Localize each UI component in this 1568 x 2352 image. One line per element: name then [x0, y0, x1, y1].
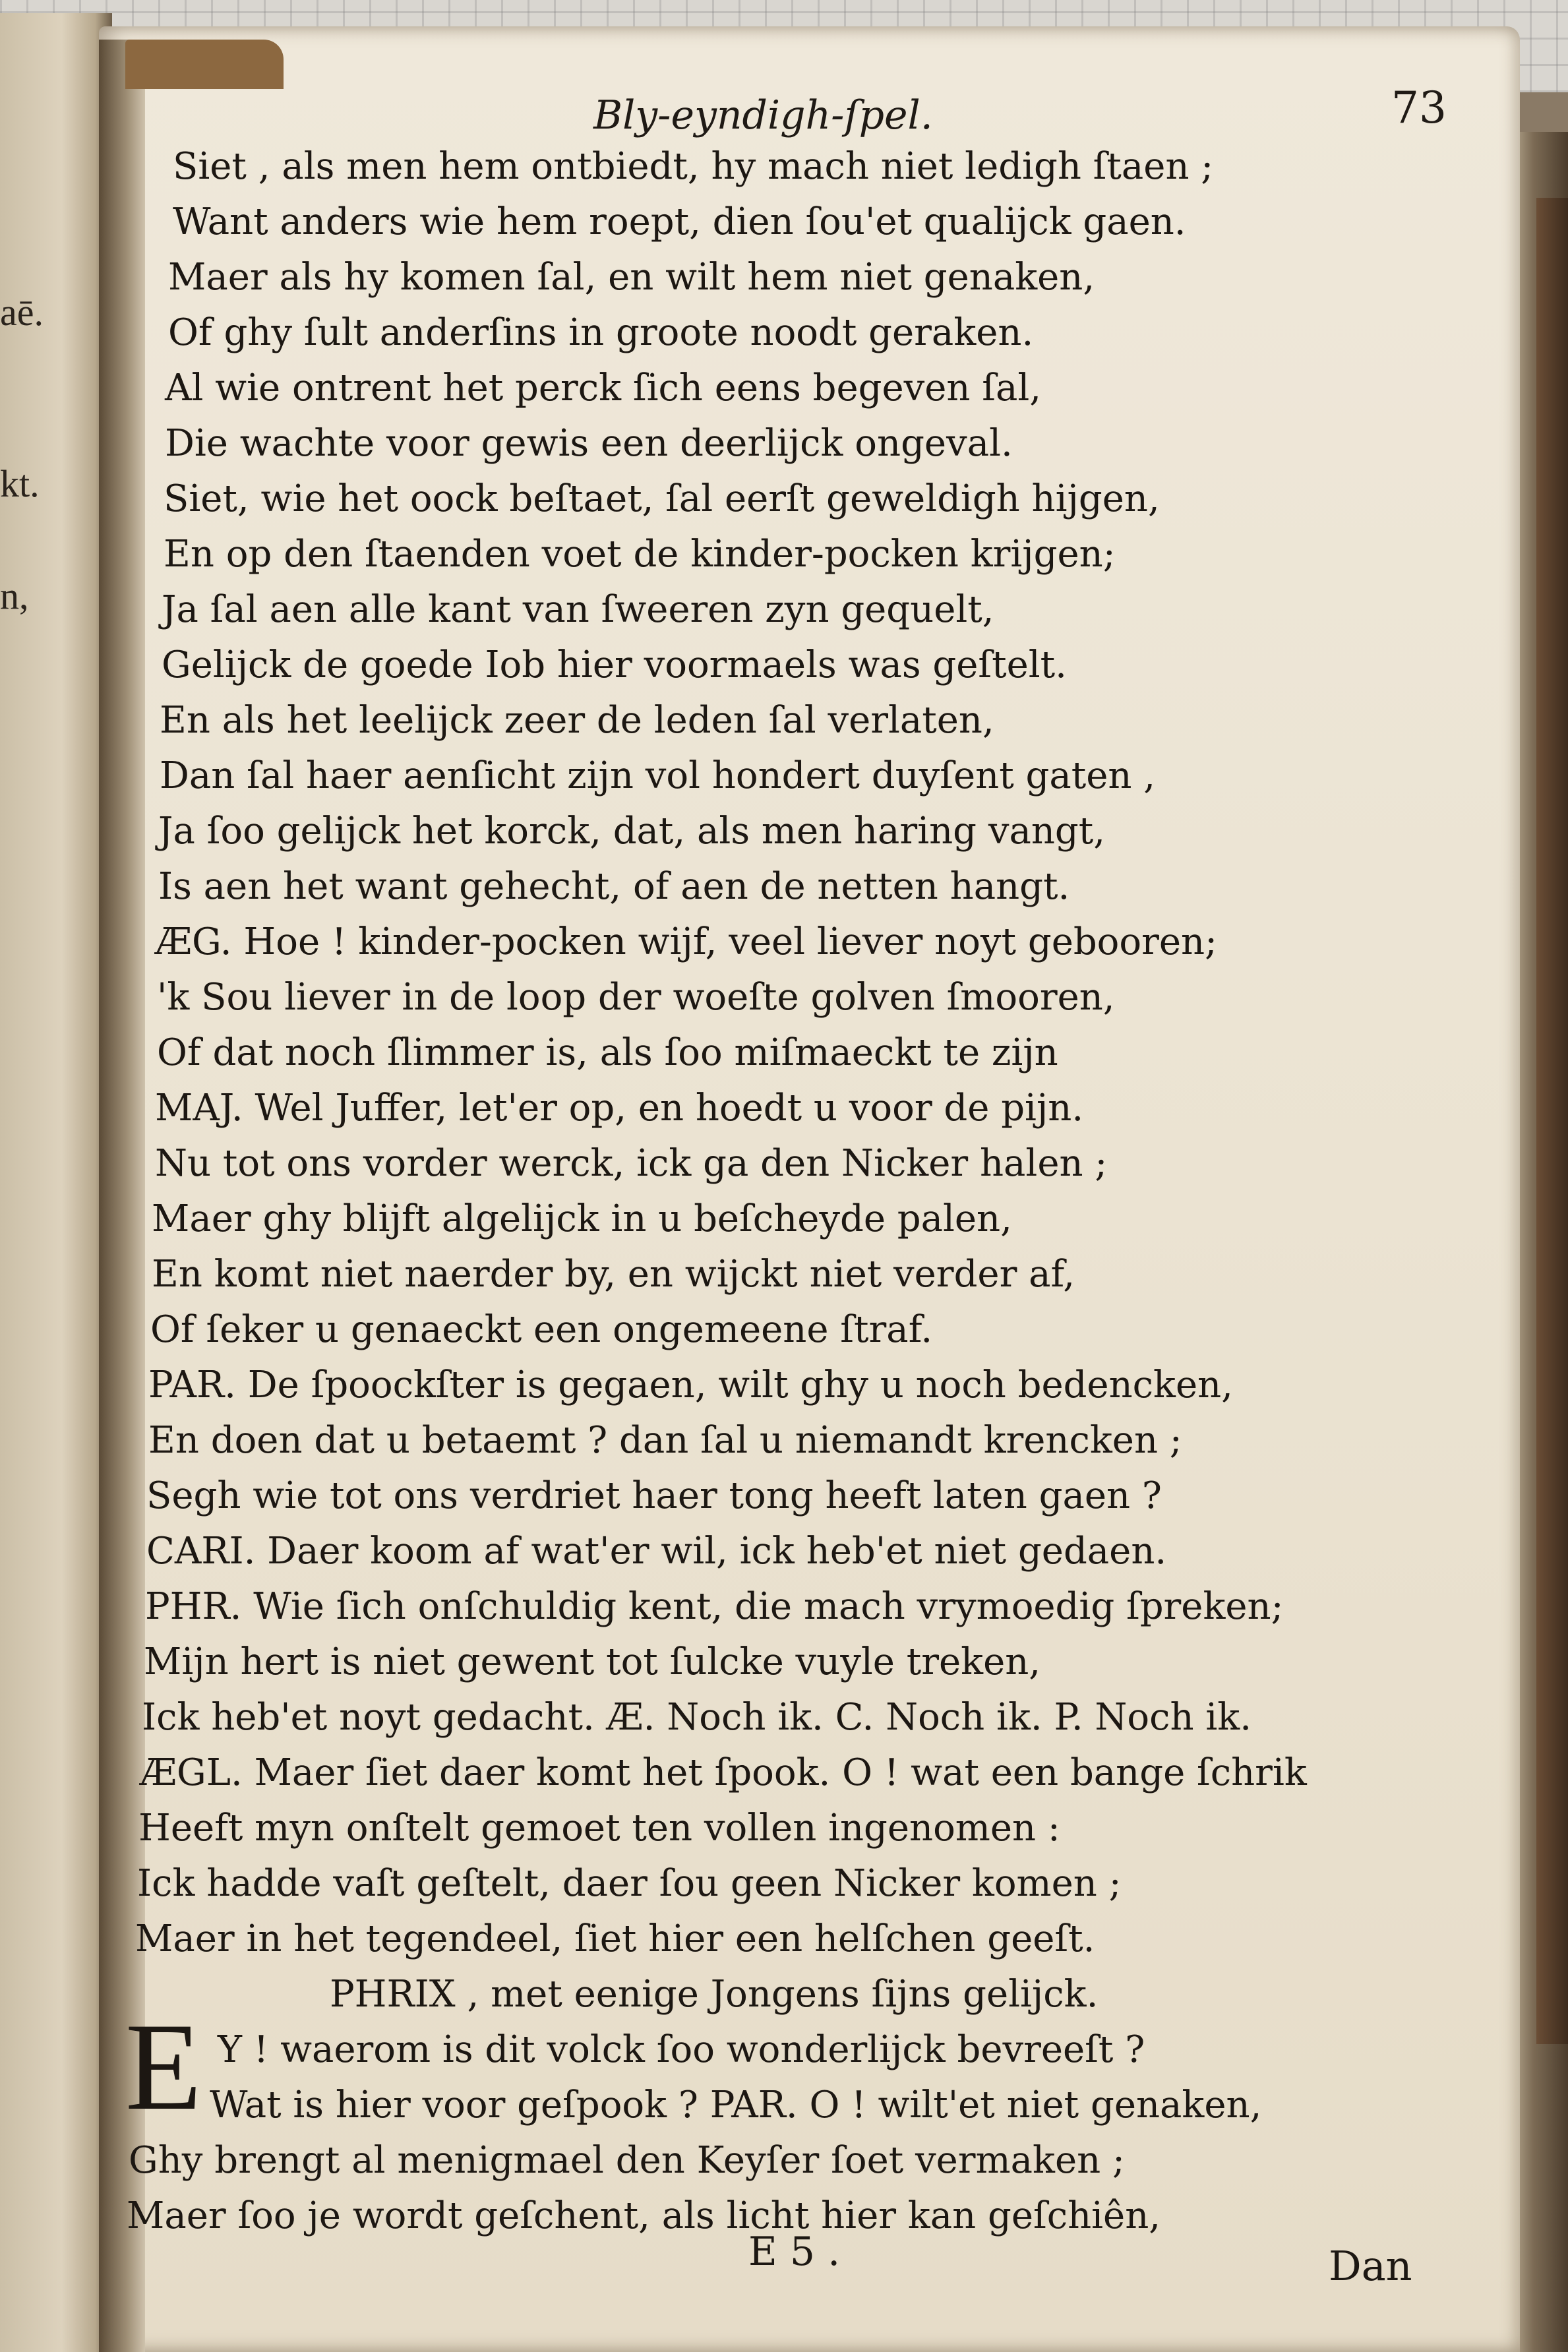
- drop-initial: E: [125, 1998, 202, 2136]
- verse-line: Maer als hy komen ſal, en wilt hem niet genaken,: [168, 256, 1095, 299]
- verse-line: Maer ſoo je wordt geſchent, als licht hier kan geſchiên,: [127, 2194, 1161, 2237]
- speaker-line: Wat is hier voor geſpook ? PAR. O ! wilt'et niet genaken,: [210, 2084, 1262, 2126]
- verse-line: Dan ſal haer aenſicht zijn vol hondert duyſent gaten ,: [160, 754, 1156, 797]
- verse-line: Al wie ontrent het perck ſich eens begeven ſal,: [165, 367, 1042, 409]
- verse-line: Want anders wie hem roept, dien ſou'et qualijck gaen.: [173, 200, 1186, 243]
- stage-direction: PHRIX , met eenige Jongens ſijns gelijck.: [330, 1973, 1099, 2016]
- speaker-line: PAR. De ſpoockſter is gegaen, wilt ghy u noch bedencken,: [148, 1364, 1233, 1406]
- running-head: Bly-eyndigh-ſpel.: [593, 92, 933, 138]
- speaker-line: PHR. Wie ſich onſchuldig kent, die mach vrymoedig ſpreken;: [145, 1585, 1284, 1628]
- verse-line: Of ſeker u genaeckt een ongemeene ſtraf.: [150, 1308, 933, 1351]
- verse-line: Of ghy ſult anderſins in groote noodt geraken.: [168, 311, 1034, 354]
- verse-line: En doen dat u betaemt ? dan ſal u niemandt krencken ;: [148, 1419, 1182, 1462]
- left-page-fragment: kt.: [0, 462, 40, 505]
- verse-line: En als het leelijck zeer de leden ſal verlaten,: [160, 699, 994, 742]
- verse-line: Y ! waerom is dit volck ſoo wonderlijck bevreeſt ?: [218, 2028, 1145, 2071]
- verse-line: Is aen het want gehecht, of aen de netten hangt.: [158, 865, 1070, 908]
- verse-line: Ja ſoo gelijck het korck, dat, als men haring vangt,: [158, 810, 1106, 853]
- verse-line: Nu tot ons vorder werck, ick ga den Nicker halen ;: [155, 1142, 1108, 1185]
- catchword: Dan: [1329, 2242, 1412, 2290]
- verse-line: 'k Sou liever in de loop der woeſte golven ſmooren,: [157, 976, 1115, 1019]
- page-number: 73: [1391, 82, 1447, 133]
- speaker-line: Ick heb'et noyt gedacht. Æ. Noch ik. C. Noch ik. P. Noch ik.: [142, 1696, 1252, 1739]
- signature-mark: E 5 .: [748, 2229, 841, 2275]
- verse-line: Maer ghy blijft algelijck in u beſcheyde palen,: [152, 1197, 1012, 1240]
- speaker-line: CARI. Daer koom af wat'er wil, ick heb'et niet gedaen.: [146, 1530, 1167, 1573]
- verse-line: Ick hadde vaſt geſtelt, daer ſou geen Nicker komen ;: [137, 1862, 1122, 1905]
- verse-line: Segh wie tot ons verdriet haer tong heeft laten gaen ?: [146, 1474, 1162, 1517]
- verse-line: Siet, wie het oock beſtaet, ſal eerſt geweldigh hijgen,: [164, 477, 1160, 520]
- verse-line: En op den ſtaenden voet de kinder-pocken krijgen;: [164, 533, 1116, 576]
- verse-line: Maer in het tegendeel, ſiet hier een helſchen geeſt.: [135, 1917, 1095, 1960]
- left-page-fragment: aē.: [0, 291, 44, 334]
- verse-line: En komt niet naerder by, en wijckt niet verder af,: [152, 1253, 1075, 1296]
- speaker-line: MAJ. Wel Juffer, let'er op, en hoedt u voor de pijn.: [155, 1087, 1084, 1130]
- verse-line: Die wachte voor gewis een deerlijck ongeval.: [165, 422, 1013, 465]
- speaker-line: ÆG. Hoe ! kinder-pocken wijf, veel liever noyt gebooren;: [155, 920, 1217, 963]
- verse-line: Heeft myn onſtelt gemoet ten vollen ingenomen :: [138, 1807, 1060, 1850]
- verse-line: Mijn hert is niet gewent tot ſulcke vuyle treken,: [144, 1641, 1041, 1683]
- speaker-line: ÆGL. Maer ſiet daer komt het ſpook. O ! wat een bange ſchrik: [140, 1751, 1307, 1794]
- verse-line: Ja ſal aen alle kant van ſweeren zyn gequelt,: [162, 588, 994, 631]
- left-page-fragment: n,: [0, 574, 29, 617]
- verse-line: Of dat noch ſlimmer is, als ſoo miſmaeckt te zijn: [157, 1031, 1058, 1074]
- verse-line: Gelijck de goede Iob hier voormaels was geſtelt.: [162, 644, 1067, 686]
- verse-line: Siet , als men hem ontbiedt, hy mach niet ledigh ſtaen ;: [173, 145, 1214, 188]
- verse-line: Ghy brengt al menigmael den Keyſer ſoet vermaken ;: [129, 2139, 1125, 2182]
